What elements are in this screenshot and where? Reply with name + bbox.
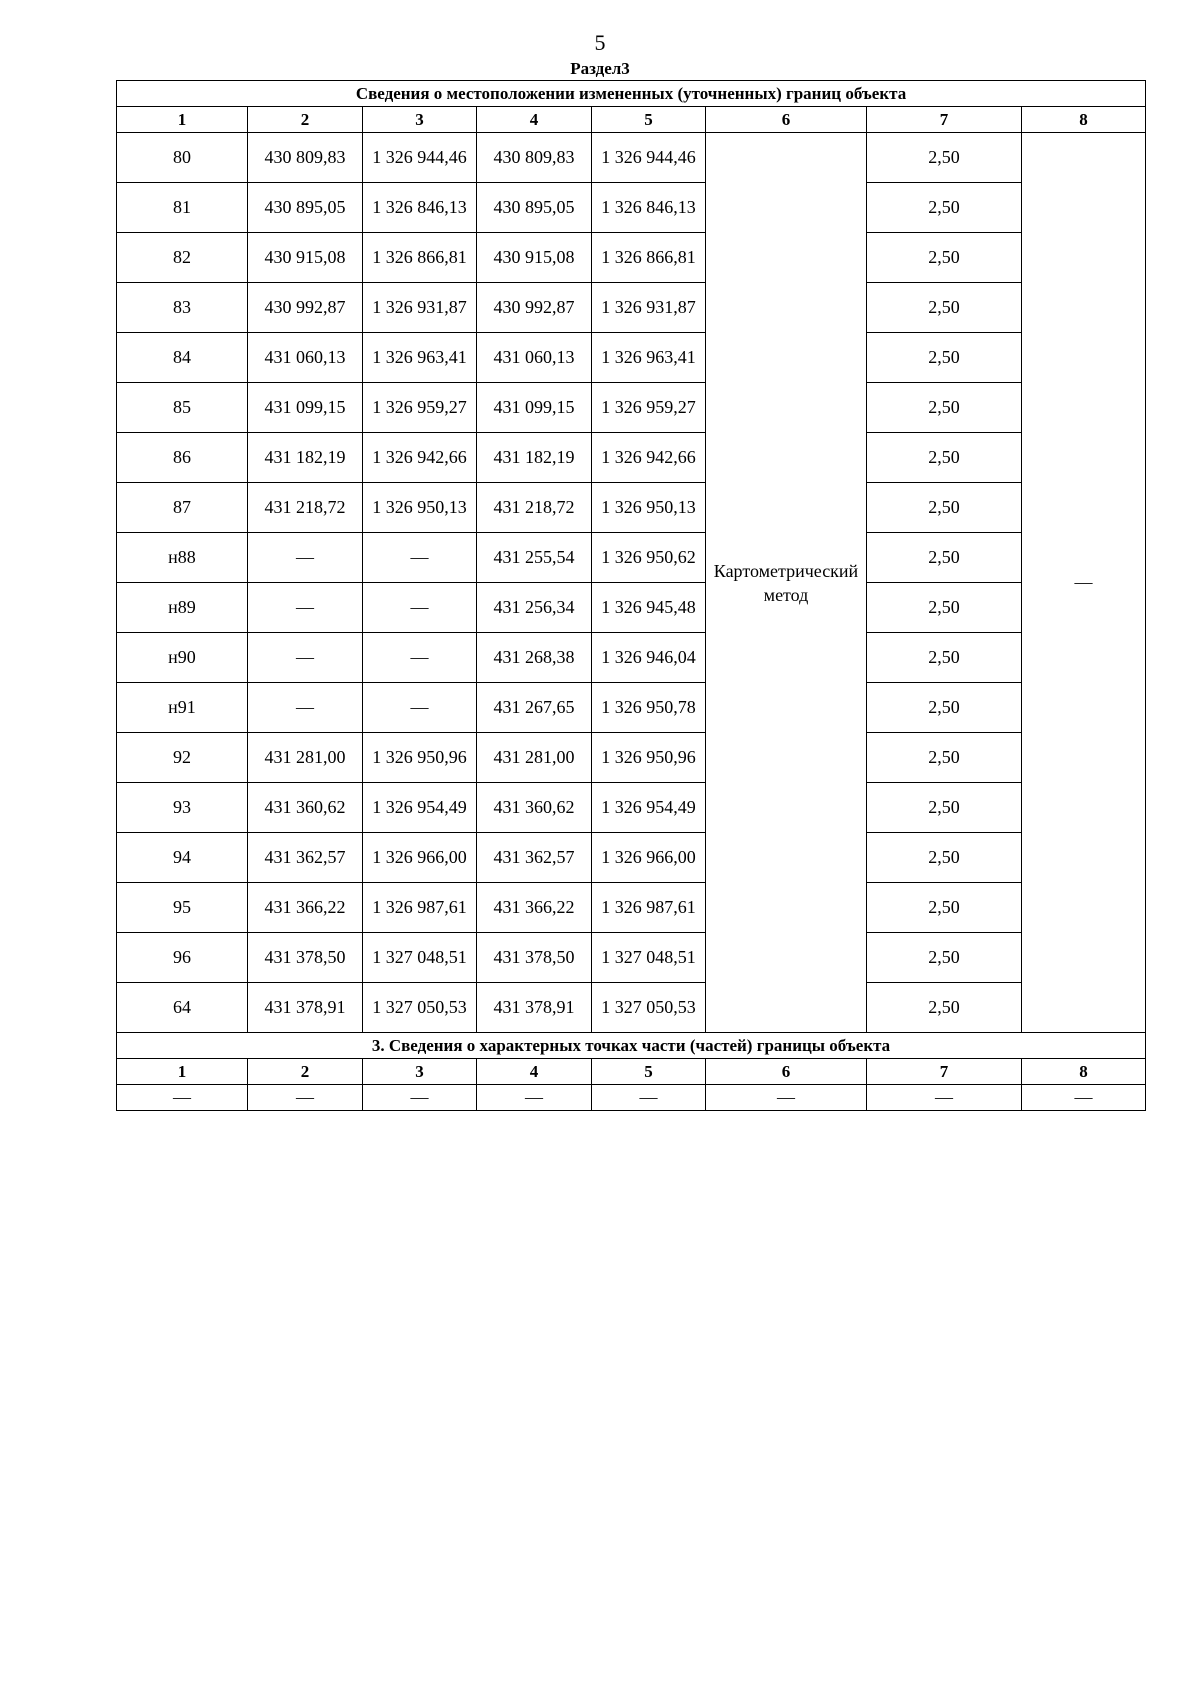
table-row	[117, 683, 1146, 733]
accuracy-cell: 2,50	[867, 983, 1022, 1033]
point-number-cell: 93	[117, 783, 248, 833]
existing-x-cell: 431 360,62	[248, 783, 363, 833]
existing-x-cell: 431 182,19	[248, 433, 363, 483]
point-number-cell: н90	[117, 633, 248, 683]
existing-x-cell: 430 809,83	[248, 133, 363, 183]
column8-cell: —	[1022, 133, 1146, 1033]
existing-x-cell: 430 992,87	[248, 283, 363, 333]
existing-x-cell: —	[248, 633, 363, 683]
refined-y-cell: 1 326 931,87	[592, 283, 706, 333]
section-title: Раздел3	[570, 59, 630, 78]
existing-y-cell: —	[363, 633, 477, 683]
accuracy-cell: 2,50	[867, 583, 1022, 633]
table-row	[117, 133, 1146, 183]
existing-x-cell: —	[248, 683, 363, 733]
accuracy-cell: 2,50	[867, 733, 1022, 783]
point-number-cell: 81	[117, 183, 248, 233]
table-row	[117, 383, 1146, 433]
table-row	[117, 633, 1146, 683]
table-row	[117, 483, 1146, 533]
column-header: 5	[592, 1059, 706, 1085]
accuracy-cell: 2,50	[867, 433, 1022, 483]
existing-y-cell: 1 326 954,49	[363, 783, 477, 833]
table-row	[117, 983, 1146, 1033]
column-header: 7	[867, 107, 1022, 133]
column-header: 5	[592, 107, 706, 133]
point-number-cell: 82	[117, 233, 248, 283]
existing-x-cell: 431 281,00	[248, 733, 363, 783]
refined-x-cell: 431 182,19	[477, 433, 592, 483]
refined-x-cell: 431 378,50	[477, 933, 592, 983]
refined-y-cell: 1 326 987,61	[592, 883, 706, 933]
existing-x-cell: 431 099,15	[248, 383, 363, 433]
refined-y-cell: 1 326 950,13	[592, 483, 706, 533]
table-row	[117, 433, 1146, 483]
existing-y-cell: 1 326 963,41	[363, 333, 477, 383]
refined-y-cell: 1 326 950,78	[592, 683, 706, 733]
point-number-cell: н88	[117, 533, 248, 583]
table-row	[117, 833, 1146, 883]
table-title: Сведения о местоположении измененных (уточненных) границ объекта	[117, 81, 1146, 107]
refined-y-cell: 1 326 950,62	[592, 533, 706, 583]
table-row	[117, 283, 1146, 333]
existing-y-cell: 1 326 944,46	[363, 133, 477, 183]
table-row	[117, 583, 1146, 633]
existing-y-cell: 1 326 931,87	[363, 283, 477, 333]
table-row	[117, 233, 1146, 283]
refined-x-cell: 431 281,00	[477, 733, 592, 783]
refined-x-cell: 431 362,57	[477, 833, 592, 883]
point-number-cell: 95	[117, 883, 248, 933]
point-number-cell: 85	[117, 383, 248, 433]
existing-y-cell: 1 326 959,27	[363, 383, 477, 433]
empty-cell: —	[867, 1085, 1022, 1111]
accuracy-cell: 2,50	[867, 683, 1022, 733]
column-header: 1	[117, 1059, 248, 1085]
boundary-table	[116, 80, 1146, 1111]
refined-x-cell: 431 360,62	[477, 783, 592, 833]
table-row	[117, 333, 1146, 383]
existing-x-cell: 431 366,22	[248, 883, 363, 933]
table-title: 3. Сведения о характерных точках части (частей) границы объекта	[117, 1033, 1146, 1059]
empty-cell: —	[363, 1085, 477, 1111]
refined-y-cell: 1 327 048,51	[592, 933, 706, 983]
table-row	[117, 783, 1146, 833]
point-number-cell: 92	[117, 733, 248, 783]
empty-cell: —	[592, 1085, 706, 1111]
column-header: 8	[1022, 1059, 1146, 1085]
refined-y-cell: 1 326 959,27	[592, 383, 706, 433]
column-header-row	[117, 107, 1146, 133]
refined-x-cell: 431 366,22	[477, 883, 592, 933]
point-number-cell: н91	[117, 683, 248, 733]
column-header: 7	[867, 1059, 1022, 1085]
refined-x-cell: 431 255,54	[477, 533, 592, 583]
page-number: 5	[594, 30, 606, 55]
empty-cell: —	[477, 1085, 592, 1111]
point-number-cell: 86	[117, 433, 248, 483]
table-row	[117, 533, 1146, 583]
refined-y-cell: 1 326 945,48	[592, 583, 706, 633]
existing-x-cell: —	[248, 533, 363, 583]
accuracy-cell: 2,50	[867, 133, 1022, 183]
column-header: 8	[1022, 107, 1146, 133]
column-header: 4	[477, 1059, 592, 1085]
table-title-row	[117, 81, 1146, 107]
table-row	[117, 183, 1146, 233]
accuracy-cell: 2,50	[867, 233, 1022, 283]
point-number-cell: 87	[117, 483, 248, 533]
refined-y-cell: 1 326 950,96	[592, 733, 706, 783]
refined-x-cell: 430 809,83	[477, 133, 592, 183]
accuracy-cell: 2,50	[867, 833, 1022, 883]
accuracy-cell: 2,50	[867, 383, 1022, 433]
table-row	[117, 1085, 1146, 1111]
refined-x-cell: 431 256,34	[477, 583, 592, 633]
table-row	[117, 733, 1146, 783]
existing-y-cell: 1 326 866,81	[363, 233, 477, 283]
column-header: 2	[248, 107, 363, 133]
point-number-cell: 84	[117, 333, 248, 383]
refined-y-cell: 1 326 963,41	[592, 333, 706, 383]
existing-y-cell: 1 326 846,13	[363, 183, 477, 233]
accuracy-cell: 2,50	[867, 633, 1022, 683]
empty-cell: —	[117, 1085, 248, 1111]
table-row	[117, 883, 1146, 933]
point-number-cell: 64	[117, 983, 248, 1033]
empty-cell: —	[706, 1085, 867, 1111]
accuracy-cell: 2,50	[867, 883, 1022, 933]
accuracy-cell: 2,50	[867, 533, 1022, 583]
existing-x-cell: 431 060,13	[248, 333, 363, 383]
refined-x-cell: 431 268,38	[477, 633, 592, 683]
refined-x-cell: 430 915,08	[477, 233, 592, 283]
column-header: 3	[363, 1059, 477, 1085]
column-header: 4	[477, 107, 592, 133]
accuracy-cell: 2,50	[867, 783, 1022, 833]
refined-x-cell: 431 218,72	[477, 483, 592, 533]
refined-y-cell: 1 326 954,49	[592, 783, 706, 833]
existing-y-cell: 1 326 950,13	[363, 483, 477, 533]
existing-x-cell: —	[248, 583, 363, 633]
existing-y-cell: 1 326 966,00	[363, 833, 477, 883]
method-cell: Картометрический метод	[706, 133, 867, 1033]
existing-y-cell: —	[363, 683, 477, 733]
existing-x-cell: 430 915,08	[248, 233, 363, 283]
point-number-cell: 94	[117, 833, 248, 883]
existing-y-cell: 1 327 048,51	[363, 933, 477, 983]
existing-y-cell: 1 326 987,61	[363, 883, 477, 933]
point-number-cell: 83	[117, 283, 248, 333]
table-title-row	[117, 1033, 1146, 1059]
table-body	[117, 81, 1146, 1111]
refined-y-cell: 1 326 944,46	[592, 133, 706, 183]
column-header: 2	[248, 1059, 363, 1085]
point-number-cell: н89	[117, 583, 248, 633]
column-header: 3	[363, 107, 477, 133]
accuracy-cell: 2,50	[867, 933, 1022, 983]
existing-x-cell: 431 378,91	[248, 983, 363, 1033]
refined-y-cell: 1 326 846,13	[592, 183, 706, 233]
refined-y-cell: 1 326 942,66	[592, 433, 706, 483]
refined-x-cell: 430 895,05	[477, 183, 592, 233]
existing-y-cell: —	[363, 533, 477, 583]
existing-x-cell: 431 378,50	[248, 933, 363, 983]
column-header: 6	[706, 107, 867, 133]
existing-y-cell: 1 326 942,66	[363, 433, 477, 483]
refined-y-cell: 1 326 966,00	[592, 833, 706, 883]
empty-cell: —	[1022, 1085, 1146, 1111]
column-header: 6	[706, 1059, 867, 1085]
table-row	[117, 933, 1146, 983]
point-number-cell: 96	[117, 933, 248, 983]
existing-x-cell: 431 362,57	[248, 833, 363, 883]
point-number-cell: 80	[117, 133, 248, 183]
column-header-row	[117, 1059, 1146, 1085]
existing-y-cell: 1 326 950,96	[363, 733, 477, 783]
refined-y-cell: 1 327 050,53	[592, 983, 706, 1033]
refined-x-cell: 431 060,13	[477, 333, 592, 383]
existing-x-cell: 430 895,05	[248, 183, 363, 233]
refined-x-cell: 430 992,87	[477, 283, 592, 333]
empty-cell: —	[248, 1085, 363, 1111]
column-header: 1	[117, 107, 248, 133]
accuracy-cell: 2,50	[867, 283, 1022, 333]
accuracy-cell: 2,50	[867, 183, 1022, 233]
existing-x-cell: 431 218,72	[248, 483, 363, 533]
existing-y-cell: 1 327 050,53	[363, 983, 477, 1033]
existing-y-cell: —	[363, 583, 477, 633]
refined-x-cell: 431 099,15	[477, 383, 592, 433]
accuracy-cell: 2,50	[867, 333, 1022, 383]
refined-x-cell: 431 378,91	[477, 983, 592, 1033]
refined-x-cell: 431 267,65	[477, 683, 592, 733]
accuracy-cell: 2,50	[867, 483, 1022, 533]
refined-y-cell: 1 326 946,04	[592, 633, 706, 683]
refined-y-cell: 1 326 866,81	[592, 233, 706, 283]
